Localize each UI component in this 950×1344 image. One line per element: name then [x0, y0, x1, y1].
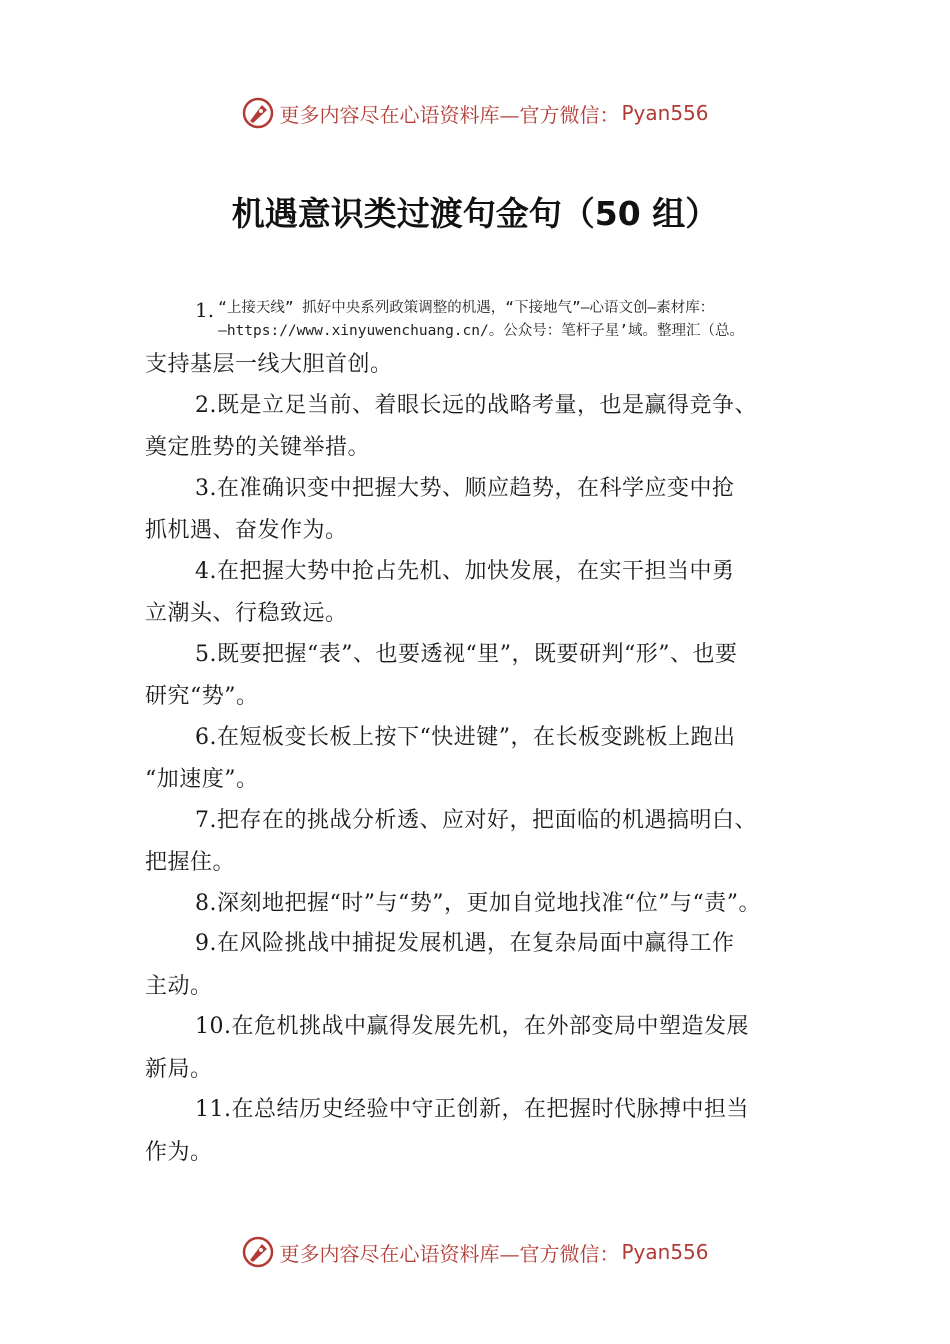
list-item-1 — [145, 297, 805, 343]
list-item: 6.在短板变长板上按下“快进键”，在长板变跳板上跑出 — [195, 724, 736, 750]
document-body — [145, 297, 805, 1173]
item-watermarked-text: “上接天线” 抓好中央系列政策调整的机遇，“下接地气”—心语文创—素材库： —https://www.xinyuwenchuang.cn/。公众号：笔杆子星’域。整理汇（总。 — [218, 300, 744, 339]
item-continuation: “加速度”。 — [145, 767, 259, 792]
item-continuation: 主动。 — [145, 973, 213, 999]
header-banner — [0, 93, 950, 133]
item-continuation: 作为。 — [145, 1139, 213, 1165]
pen-nib-logo-icon — [241, 96, 275, 130]
footer-brand-text: 更多内容尽在心语资料库—官方微信： — [279, 1241, 620, 1266]
list-item: 4.在把握大势中抢占先机、加快发展，在实干担当中勇 — [195, 558, 735, 584]
list-item: 7.把存在的挑战分析透、应对好，把面临的机遇搞明白、 — [195, 807, 757, 833]
list-item: 8.深刻地把握“时”与“势”，更加自觉地找准“位”与“责”。 — [195, 890, 761, 916]
footer-wechat-id: Pyan556 — [621, 1240, 709, 1264]
item-continuation: 研究“势”。 — [145, 684, 259, 709]
item-continuation: 支持基层一线大胆首创。 — [145, 352, 393, 377]
item-continuation: 立潮头、行稳致远。 — [145, 601, 348, 626]
list-item: 3.在准确识变中把握大势、顺应趋势，在科学应变中抢 — [195, 475, 735, 501]
item-continuation: 把握住。 — [145, 850, 236, 875]
header-wechat-id: Pyan556 — [621, 101, 709, 125]
list-item: 9.在风险挑战中捕捉发展机遇，在复杂局面中赢得工作 — [195, 931, 735, 956]
page-title: 机遇意识类过渡句金句（50 组） — [231, 194, 719, 233]
header-brand-text: 更多内容尽在心语资料库—官方微信： — [279, 102, 620, 127]
item-number: 1. — [195, 298, 215, 322]
list-item: 2.既是立足当前、着眼长远的战略考量，也是赢得竞争、 — [195, 392, 757, 418]
list-item: 10.在危机挑战中赢得发展先机，在外部变局中塑造发展 — [195, 1014, 749, 1039]
item-continuation: 抓机遇、奋发作为。 — [145, 518, 348, 543]
footer-banner — [0, 1232, 950, 1272]
list-item: 5.既要把握“表”、也要透视“里”，既要研判“形”、也要 — [195, 641, 738, 667]
item-continuation: 奠定胜势的关键举措。 — [145, 435, 371, 460]
pen-nib-logo-icon — [241, 1235, 275, 1269]
list-item: 11.在总结历史经验中守正创新，在把握时代脉搏中担当 — [195, 1097, 749, 1122]
item-continuation: 新局。 — [145, 1056, 213, 1082]
